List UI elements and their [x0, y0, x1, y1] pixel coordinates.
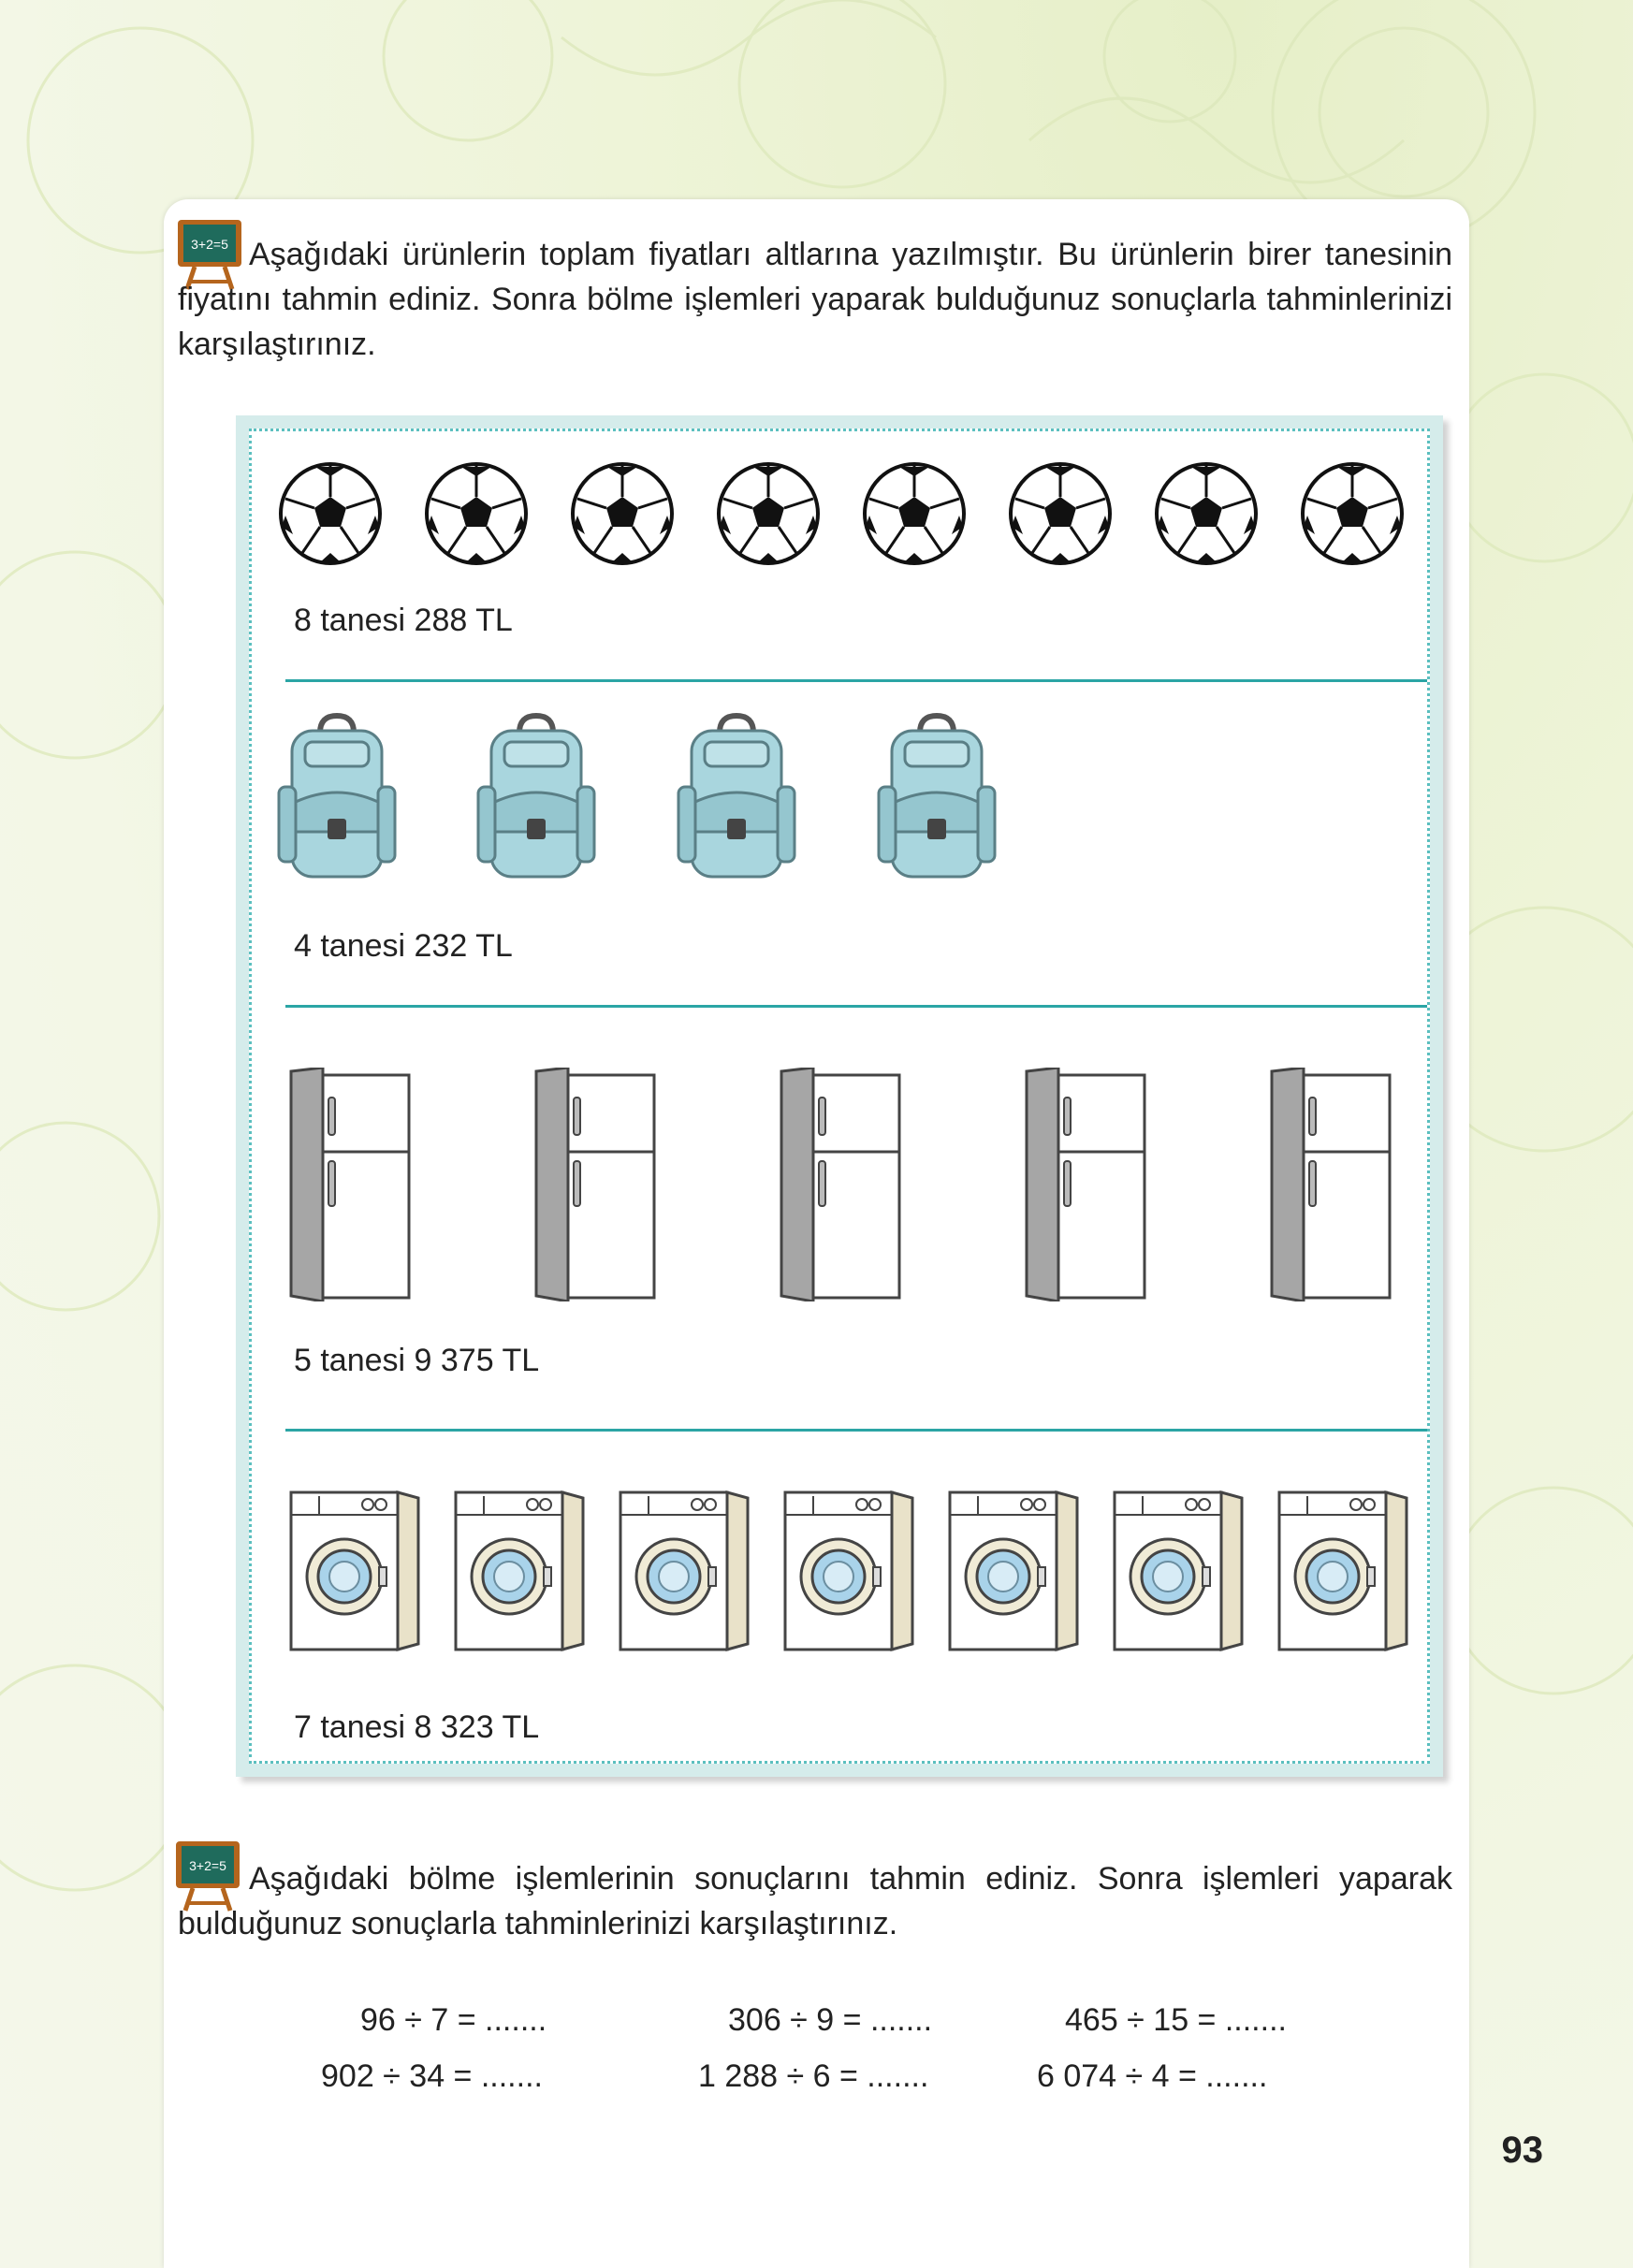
soccer-ball-icon — [1154, 461, 1259, 566]
soccer-ball-icon — [570, 461, 675, 566]
washing-machine-icon — [287, 1489, 422, 1653]
refrigerator-icon — [1023, 1068, 1148, 1301]
refrigerator-icon — [287, 1068, 413, 1301]
price-label-refrigerators: 5 tanesi 9 375 TL — [294, 1343, 540, 1378]
refrigerator-icon — [778, 1068, 903, 1301]
washing-machine-icon — [946, 1489, 1081, 1653]
backpack-icon — [875, 712, 999, 880]
washing-machine-icon — [1276, 1489, 1410, 1653]
page-number: 93 — [1501, 2130, 1543, 2171]
division-exercise: 1 288 ÷ 6 = ....... — [698, 2058, 929, 2094]
soccer-ball-icon — [716, 461, 821, 566]
washing-machine-row — [252, 1489, 1431, 1657]
refrigerator-row — [252, 1068, 1431, 1311]
backpack-row — [252, 712, 1431, 890]
soccer-ball-icon — [278, 461, 383, 566]
price-label-backpacks: 4 tanesi 232 TL — [294, 928, 513, 964]
washing-machine-icon — [452, 1489, 587, 1653]
price-label-washing-machines: 7 tanesi 8 323 TL — [294, 1709, 540, 1745]
washing-machine-icon — [781, 1489, 916, 1653]
instruction-2: Aşağıdaki bölme işlemlerinin sonuçlarını tahmin ediniz. Sonra işlemleri yaparak bulduğunuz sonuçlarla tahminlerinizi karşılaştırınız. — [178, 1861, 1452, 1941]
soccer-ball-icon — [1300, 461, 1405, 566]
refrigerator-icon — [1268, 1068, 1393, 1301]
price-label-soccer-balls: 8 tanesi 288 TL — [294, 603, 513, 638]
products-frame-inner — [249, 429, 1430, 1764]
soccer-ball-icon — [862, 461, 967, 566]
instruction-1: Aşağıdaki ürünlerin toplam fiyatları altlarına yazılmıştır. Bu ürünlerin birer tanesinin fiyatını tahmin ediniz. Sonra bölme işlemleri yaparak bulduğunuz sonuçlarla tahminlerinizi karşılaştırınız. — [178, 237, 1452, 362]
divider — [285, 679, 1427, 682]
backpack-icon — [675, 712, 798, 880]
soccer-ball-icon — [1008, 461, 1113, 566]
soccer-ball-row — [252, 431, 1431, 562]
backpack-icon — [474, 712, 598, 880]
board-text: 3+2=5 — [189, 1858, 226, 1873]
division-exercise: 902 ÷ 34 = ....... — [321, 2058, 543, 2094]
divider — [285, 1429, 1427, 1432]
washing-machine-icon — [617, 1489, 751, 1653]
washing-machine-icon — [1111, 1489, 1246, 1653]
refrigerator-icon — [532, 1068, 658, 1301]
divider — [285, 1005, 1427, 1008]
division-exercise: 6 074 ÷ 4 = ....... — [1037, 2058, 1268, 2094]
backpack-icon — [275, 712, 399, 880]
soccer-ball-icon — [424, 461, 529, 566]
division-exercise: 306 ÷ 9 = ....... — [728, 2002, 933, 2038]
board-text: 3+2=5 — [191, 237, 228, 252]
division-exercise: 465 ÷ 15 = ....... — [1065, 2002, 1287, 2038]
products-frame — [236, 415, 1443, 1777]
division-exercise: 96 ÷ 7 = ....... — [360, 2002, 547, 2038]
